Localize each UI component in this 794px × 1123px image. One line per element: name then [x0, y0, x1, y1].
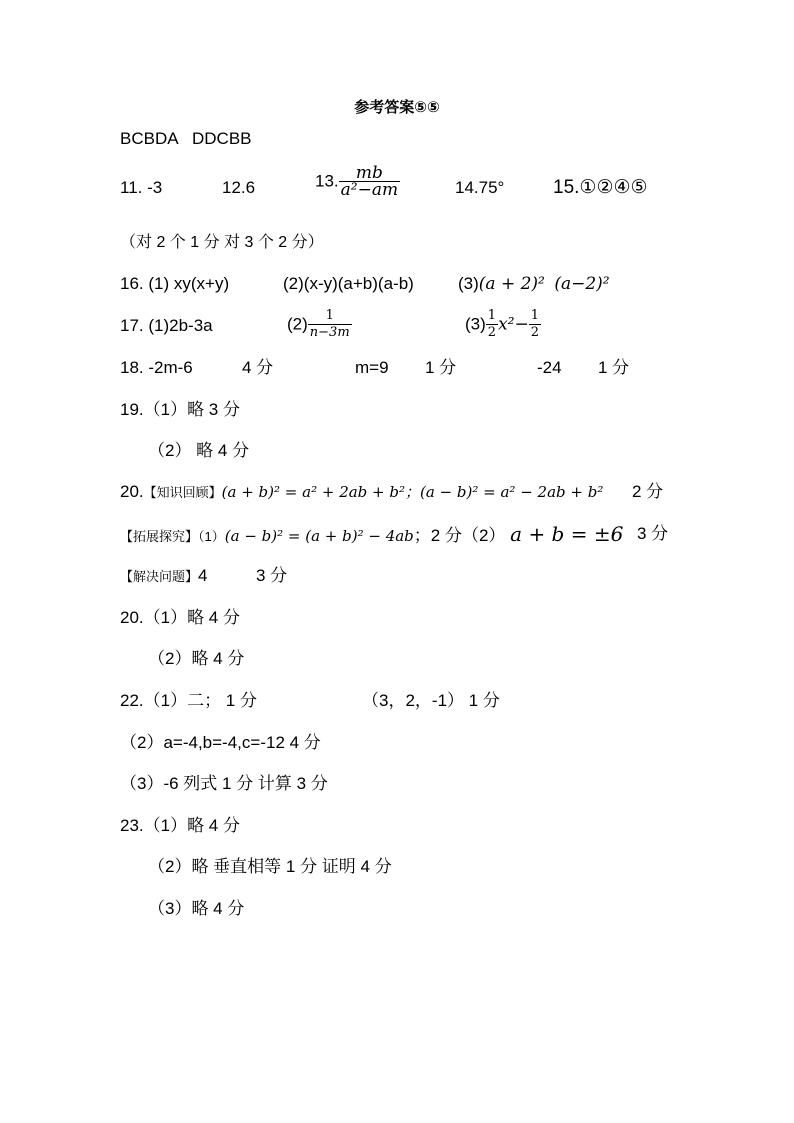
fraction-17-2: $\frac{1}{n-3m}$: [309, 308, 350, 340]
answer-17-2: (2) $\frac{1}{n-3m}$: [287, 308, 350, 340]
page-title: 参考答案⑤⑤: [354, 99, 440, 116]
answer-13: 13. $\frac{mb}{\text{a²−am}}$: [315, 163, 399, 200]
answer-18-1: 18. -2m-6: [120, 358, 193, 377]
answer-15: 15.①②④⑤: [553, 177, 648, 198]
formula-explore: (a − b)² = (a + b)² − 4ab: [224, 527, 414, 545]
fraction-13: $\frac{mb}{\text{a²−am}}$: [340, 163, 399, 200]
answer-16-3: (3)(a + 2)² (a−2)²: [458, 274, 610, 294]
score-18-3: 1 分: [598, 358, 630, 377]
fraction-17-3a: $\frac{1}{2}$: [487, 308, 497, 340]
score-20-solve: 3 分: [256, 566, 288, 585]
answer-16-1: 16. (1) xy(x+y): [120, 274, 230, 293]
answer-11: 11. -3: [120, 178, 163, 197]
answer-17-1: 17. (1)2b-3a: [120, 316, 213, 335]
answer-22-1-coords: （3，2，-1） 1 分: [362, 691, 500, 710]
tag-explore: 【拓展探究】: [120, 529, 199, 544]
score-20-explore: 3 分: [637, 524, 669, 543]
answer-14: 14.75°: [455, 178, 505, 197]
mc-group-2: DDCBB: [192, 129, 252, 148]
tag-solve: 【解决问题】: [120, 569, 199, 584]
score-18-2: 1 分: [425, 358, 457, 377]
fraction-17-3b: $\frac{1}{2}$: [530, 308, 539, 340]
tag-review: 【知识回顾】: [143, 485, 222, 500]
answer-17-3: (3) $\frac{1}{2}$ x²− $\frac{1}{2}$: [465, 308, 539, 340]
answer-16-2: (2)(x-y)(a+b)(a-b): [283, 274, 414, 293]
mc-group-1: BCBDA: [120, 129, 179, 148]
answer-18-3: -24: [537, 358, 562, 377]
formula-review: (a + b)² = a² + 2ab + b²；(a − b)² = a² − 2ab + b²: [221, 483, 604, 501]
score-20-review: 2 分: [632, 482, 664, 501]
answer-12: 12.6: [222, 178, 256, 197]
score-18-1: 4 分: [242, 358, 274, 377]
formula-a-plus-b: a + b = ±6: [510, 522, 624, 546]
answer-18-2: m=9: [355, 358, 389, 377]
